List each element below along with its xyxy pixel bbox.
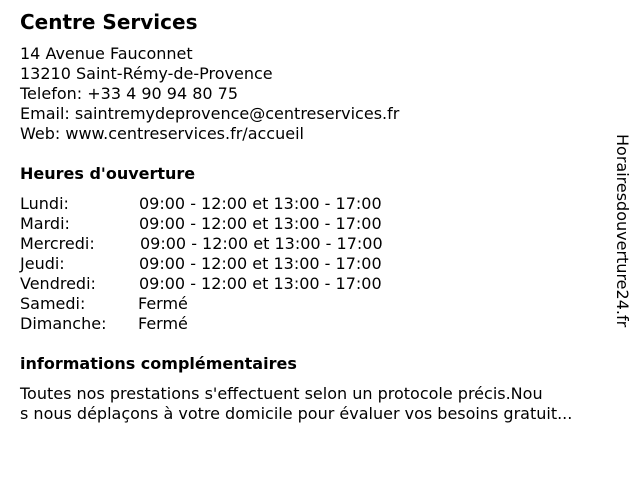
hours-heading: Heures d'ouverture (20, 164, 196, 183)
info-heading: informations complémentaires (20, 354, 297, 373)
day-hours: 09:00 - 12:00 et 13:00 - 17:00 (139, 274, 382, 293)
business-name: Centre Services (20, 10, 198, 34)
contact-block (20, 44, 399, 144)
day-hours: 09:00 - 12:00 et 13:00 - 17:00 (139, 254, 382, 273)
day-label: Lundi: (20, 194, 69, 213)
day-label: Dimanche: (20, 314, 107, 333)
day-label: Mercredi: (20, 234, 95, 253)
day-hours: 09:00 - 12:00 et 13:00 - 17:00 (139, 194, 382, 213)
day-hours: 09:00 - 12:00 et 13:00 - 17:00 (139, 214, 382, 233)
address-city: 13210 Saint-Rémy-de-Provence (20, 64, 273, 83)
address-street: 14 Avenue Fauconnet (20, 44, 193, 63)
day-label: Jeudi: (20, 254, 65, 273)
phone-line[interactable]: Telefon: +33 4 90 94 80 75 (20, 84, 239, 103)
site-watermark: Horairesdouverture24.fr (613, 134, 632, 328)
info-description (20, 384, 620, 424)
email-line[interactable]: Email: saintremydeprovence@centreservices.fr (20, 104, 400, 123)
day-label: Samedi: (20, 294, 86, 313)
day-hours: Fermé (138, 294, 188, 313)
info-line-2: s nous déplaçons à votre domicile pour évaluer vos besoins gratuit... (20, 404, 573, 423)
day-hours: Fermé (138, 314, 188, 333)
info-line-1: Toutes nos prestations s'effectuent selon un protocole précis.Nou (20, 384, 543, 403)
web-line[interactable]: Web: www.centreservices.fr/accueil (20, 124, 304, 143)
day-label: Mardi: (20, 214, 70, 233)
day-hours: 09:00 - 12:00 et 13:00 - 17:00 (140, 234, 383, 253)
day-label: Vendredi: (20, 274, 96, 293)
